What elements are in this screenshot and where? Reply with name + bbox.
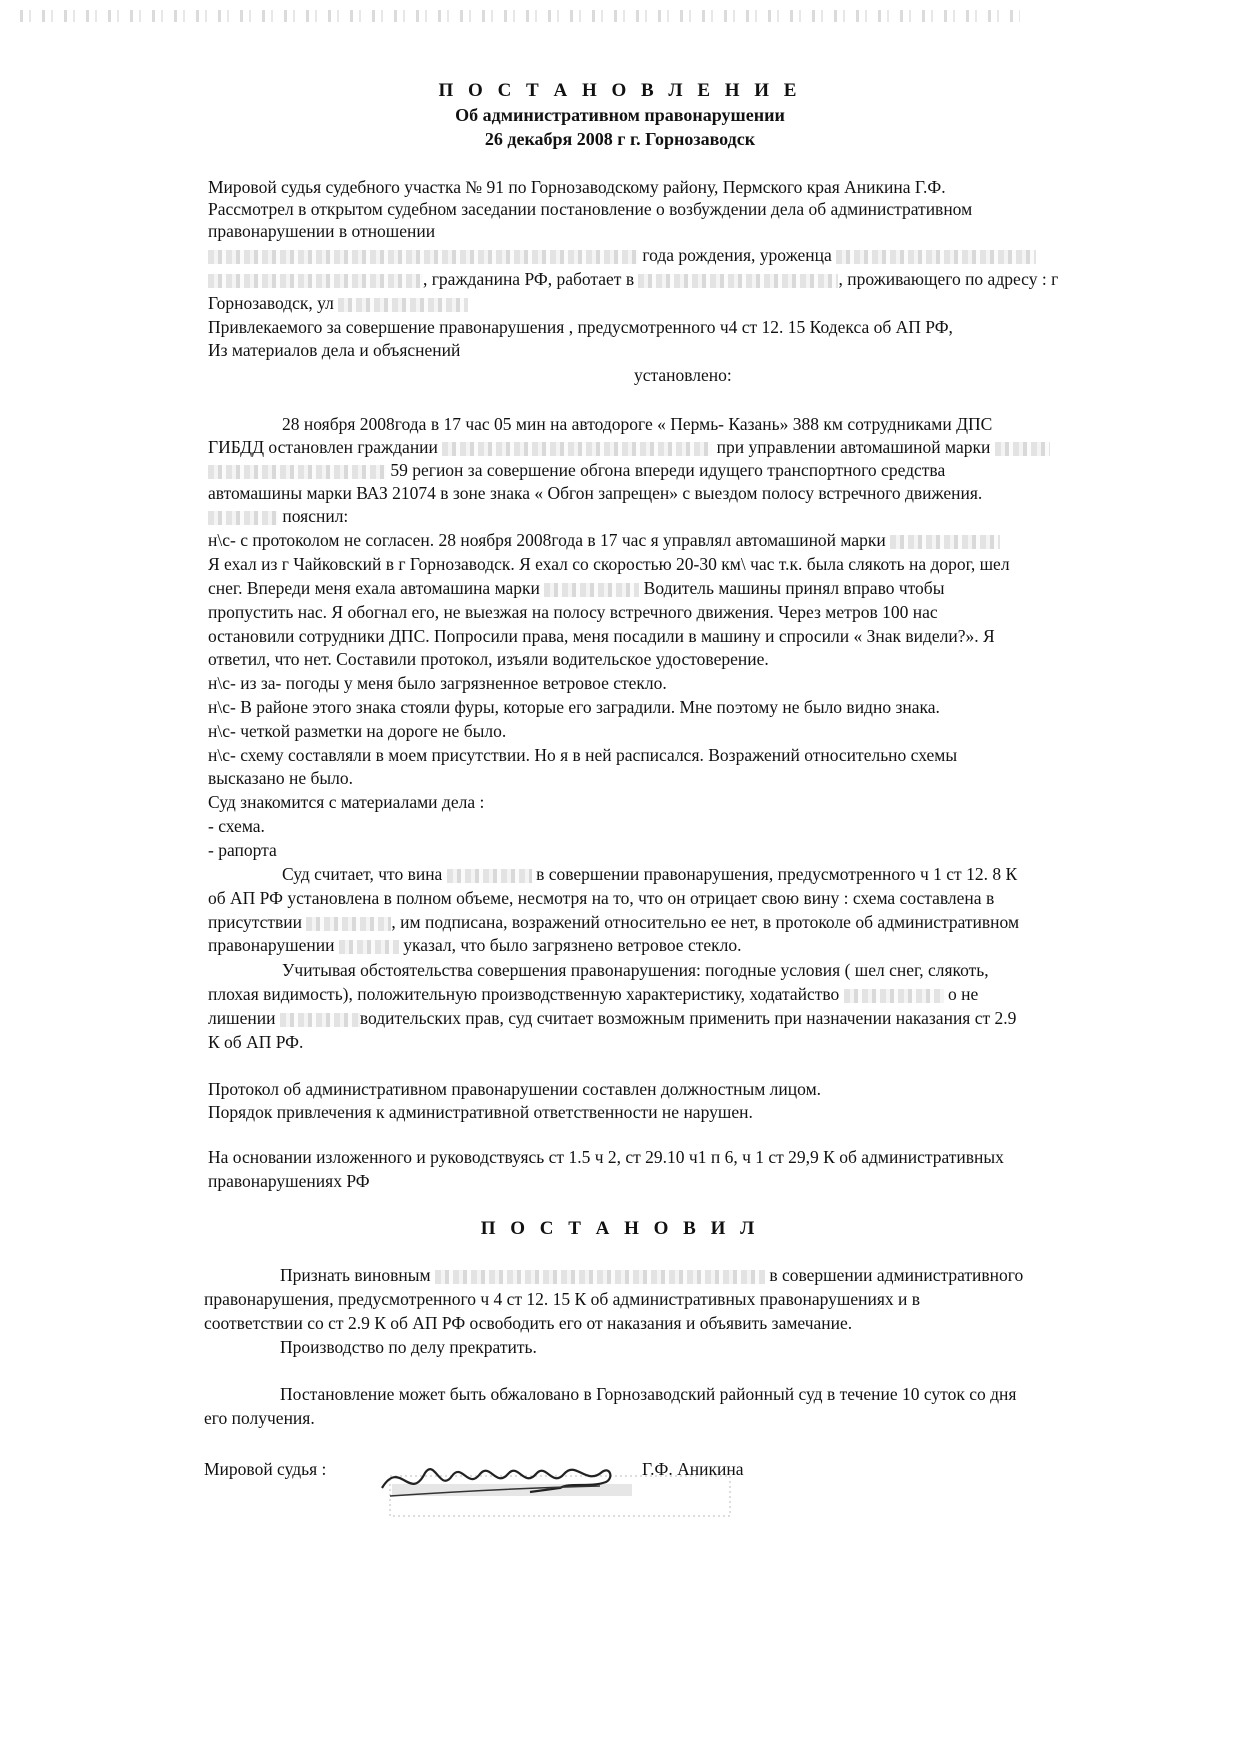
redaction (208, 274, 423, 288)
redaction (890, 535, 1000, 549)
court-line: Протокол об административном правонарушении составлен должностным лицом. (208, 1079, 822, 1099)
intro-text: Горнозаводск, ул (208, 293, 334, 313)
court-text: лишении (208, 1008, 276, 1028)
facts-text: Водитель машины принял вправо чтобы (643, 578, 945, 598)
redaction (995, 442, 1050, 456)
resolution-line: соответствии со ст 2.9 К об АП РФ освободить его от наказания и объявить замечание. (204, 1313, 853, 1333)
court-text: плохая видимость), положительную производственную характеристику, ходатайство (208, 984, 840, 1004)
court-line: На основании изложенного и руководствуясь ст 1.5 ч 2, ст 29.10 ч1 п 6, ч 1 ст 29,9 К об административных (208, 1147, 1004, 1167)
court-line (282, 863, 1017, 885)
court-text: в совершении правонарушения, предусмотренного ч 1 ст 12. 8 К (536, 864, 1018, 884)
resolution-title: П О С Т А Н О В И Л (480, 1218, 760, 1239)
document-subtitle: Об административном правонарушении (455, 105, 785, 125)
court-text: Суд считает, что вина (282, 864, 443, 884)
facts-line: ответил, что нет. Составили протокол, изъяли водительское удостоверение. (208, 649, 769, 669)
court-line: об АП РФ установлена в полном объеме, несмотря на то, что он отрицает свою вину : схема составлена в (208, 888, 995, 908)
scan-noise (20, 10, 1020, 22)
redaction (280, 1013, 360, 1027)
court-text: присутствии (208, 912, 303, 932)
redaction (447, 869, 532, 883)
redaction (339, 940, 399, 954)
resolution-line (280, 1264, 1023, 1286)
redaction (208, 511, 278, 525)
redaction (638, 274, 838, 288)
intro-line: Мировой судья судебного участка № 91 по Горнозаводскому району, Пермского края Аникина Г.Ф. (208, 177, 946, 197)
facts-line (208, 436, 1050, 458)
intro-line (208, 244, 1036, 266)
facts-text: снег. Впереди меня ехала автомашина марки (208, 578, 540, 598)
court-text: правонарушении (208, 935, 335, 955)
facts-line: 28 ноября 2008года в 17 час 05 мин на автодороге « Пермь- Казань» 388 км сотрудниками ДПС (282, 414, 993, 434)
court-line (208, 1007, 1016, 1029)
facts-line: Суд знакомится с материалами дела : (208, 792, 485, 812)
intro-line: правонарушении в отношении (208, 221, 436, 241)
facts-text: пояснил: (282, 506, 349, 526)
redaction (338, 298, 468, 312)
intro-line: Рассмотрел в открытом судебном заседании постановление о возбуждении дела об административном (208, 199, 973, 219)
court-line (208, 983, 978, 1005)
facts-line: н\с- четкой разметки на дороге не было. (208, 721, 507, 741)
facts-line: остановили сотрудники ДПС. Попросили права, меня посадили в машину и спросили « Знак видели?». Я (208, 626, 995, 646)
intro-line: Из материалов дела и объяснений (208, 340, 461, 360)
redaction (208, 250, 638, 264)
facts-line (208, 505, 348, 527)
court-text: о не (948, 984, 979, 1004)
court-text: водительских прав, суд считает возможным применить при назначении наказания ст 2.9 (359, 1008, 1017, 1028)
facts-line: н\с- из за- погоды у меня было загрязненное ветровое стекло. (208, 673, 667, 693)
resolution-text: в совершении административного (769, 1265, 1024, 1285)
facts-line (208, 529, 1000, 551)
court-line: Порядок привлечения к административной ответственности не нарушен. (208, 1102, 753, 1122)
facts-line: автомашины марки ВАЗ 21074 в зоне знака « Обгон запрещен» с выездом полосу встречного движения. (208, 483, 983, 503)
facts-line (208, 577, 944, 599)
intro-line (208, 292, 468, 314)
court-line (208, 934, 742, 956)
court-text: указал, что было загрязнено ветровое стекло. (403, 935, 742, 955)
intro-established: установлено: (634, 365, 732, 385)
facts-line: н\с- схему составляли в моем присутствии. Но я в ней расписался. Возражений относительно схемы (208, 745, 958, 765)
facts-line: пропустить нас. Я обогнал его, не выезжая на полосу встречного движения. Через метров 100 нас (208, 602, 938, 622)
intro-text: , гражданина РФ, работает в (423, 269, 635, 289)
facts-line: - схема. (208, 816, 265, 836)
resolution-text: Признать виновным (280, 1265, 431, 1285)
resolution-line: правонарушения, предусмотренного ч 4 ст 12. 15 К об административных правонарушениях и в (204, 1289, 921, 1309)
resolution-line: Постановление может быть обжаловано в Горнозаводский районный суд в течение 10 суток со дня (280, 1384, 1017, 1404)
redaction (836, 250, 1036, 264)
resolution-line: его получения. (204, 1408, 315, 1428)
redaction (435, 1270, 765, 1284)
facts-text: ГИБДД остановлен граждании (208, 437, 438, 457)
redaction (442, 442, 712, 456)
court-line (208, 911, 1019, 933)
intro-text: года рождения, уроженца (642, 245, 832, 265)
facts-line (208, 459, 945, 481)
redaction (306, 917, 391, 931)
facts-text: н\с- с протоколом не согласен. 28 ноября 2008года в 17 час я управлял автомашиной марки (208, 530, 886, 550)
facts-line: высказано не было. (208, 768, 353, 788)
signature-name: Г.Ф. Аникина (642, 1459, 744, 1479)
facts-line: - рапорта (208, 840, 277, 860)
redaction (844, 989, 944, 1003)
facts-line: н\с- В районе этого знака стояли фуры, которые его заградили. Мне поэтому не было видно знака. (208, 697, 940, 717)
facts-text: при управлении автомашиной марки (716, 437, 991, 457)
facts-line: Я ехал из г Чайковский в г Горнозаводск. Я ехал со скоростью 20-30 км\ час т.к. была слякоть на дорог, шел (208, 554, 1010, 574)
court-line: правонарушениях РФ (208, 1171, 370, 1191)
intro-line: Привлекаемого за совершение правонарушения , предусмотренного ч4 ст 12. 15 Кодекса об АП РФ, (208, 317, 953, 337)
document-title: П О С Т А Н О В Л Е Н И Е (438, 80, 802, 101)
court-text: , им подписана, возражений относительно ее нет, в протоколе об административном (391, 912, 1020, 932)
redaction (544, 583, 639, 597)
court-line: К об АП РФ. (208, 1032, 304, 1052)
redaction (208, 465, 386, 479)
intro-text: , проживающего по адресу : г (838, 269, 1059, 289)
document-date-place: 26 декабря 2008 г г. Горнозаводск (484, 129, 756, 149)
court-line: Учитывая обстоятельства совершения правонарушения: погодные условия ( шел снег, слякоть, (282, 960, 989, 980)
resolution-line: Производство по делу прекратить. (280, 1337, 537, 1357)
intro-line (208, 268, 1058, 290)
facts-text: 59 регион за совершение обгона впереди идущего транспортного средства (390, 460, 946, 480)
signature-label: Мировой судья : (204, 1459, 327, 1479)
